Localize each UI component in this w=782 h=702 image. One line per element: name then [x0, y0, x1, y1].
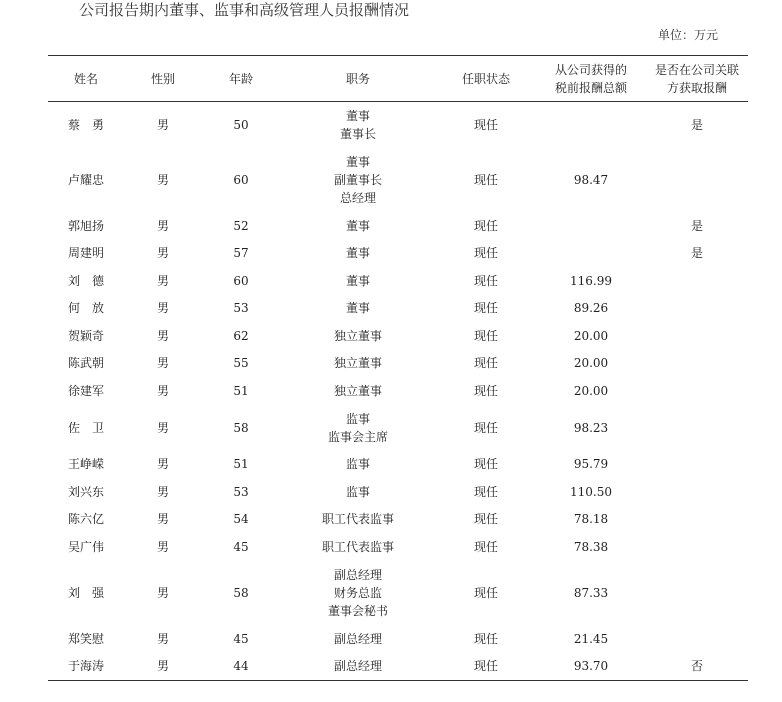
age-cell: 54	[233, 512, 249, 527]
gender-cell: 男	[156, 328, 169, 343]
gender-cell: 男	[156, 356, 169, 371]
related-pay-cell	[646, 405, 748, 451]
position-line: 财务总监	[333, 585, 382, 600]
table-row	[48, 377, 748, 405]
name-cell: 陈武朝	[67, 356, 104, 371]
related-pay-cell	[646, 533, 748, 561]
age-cell: 52	[233, 218, 249, 233]
position-line: 总经理	[339, 190, 376, 205]
age-cell: 60	[233, 273, 249, 288]
status-cell: 现任	[473, 301, 498, 316]
age-cell: 58	[233, 585, 249, 600]
position-line: 副董事长	[333, 172, 382, 187]
name-cell: 郭旭扬	[67, 218, 104, 233]
pay-cell: 98.47	[573, 172, 609, 187]
age-cell: 62	[233, 328, 249, 343]
position-cell	[280, 533, 436, 561]
related-pay-cell	[646, 322, 748, 350]
pay-column-header	[536, 56, 646, 102]
age-cell: 53	[233, 301, 249, 316]
gender-cell: 男	[124, 653, 202, 681]
pay-cell: 95.79	[573, 457, 609, 472]
position-line: 独立董事	[333, 356, 382, 371]
name-cell: 蔡 勇	[67, 117, 104, 132]
name-cell: 刘兴东	[67, 484, 104, 499]
gender-cell: 男	[156, 117, 169, 132]
status-cell: 现任	[473, 457, 498, 472]
status-cell: 现任	[436, 653, 536, 681]
status-column-header	[436, 56, 536, 102]
table-row	[48, 478, 748, 506]
status-cell: 现任	[473, 246, 498, 261]
related-pay-cell: 是	[690, 246, 703, 261]
position-line: 副总经理	[333, 567, 382, 582]
table-row	[48, 102, 748, 148]
pay-cell: 20.00	[573, 328, 609, 343]
header-line: 税前报酬总额	[554, 80, 627, 95]
gender-cell: 男	[156, 539, 169, 554]
table-header	[48, 56, 748, 102]
position-cell	[280, 148, 436, 213]
related-pay-cell: 是	[690, 218, 703, 233]
table-row	[48, 212, 748, 240]
pay-cell: 78.38	[573, 539, 609, 554]
compensation-table	[48, 55, 748, 681]
age-cell: 45	[233, 539, 249, 554]
name-cell: 于海涛	[48, 653, 124, 681]
header-line: 从公司获得的	[554, 62, 627, 77]
gender-cell: 男	[156, 420, 169, 435]
gender-cell: 男	[156, 484, 169, 499]
name-cell: 佐 卫	[67, 420, 104, 435]
position-line: 职工代表监事	[321, 512, 394, 527]
pay-cell: 20.00	[573, 383, 609, 398]
position-cell	[280, 322, 436, 350]
pay-cell: 21.45	[573, 631, 609, 646]
header-line: 是否在公司关联	[654, 62, 739, 77]
pay-cell: 116.99	[570, 273, 612, 288]
pay-cell	[536, 240, 646, 268]
gender-cell: 男	[156, 585, 169, 600]
position-line: 独立董事	[333, 328, 382, 343]
position-line: 董事	[345, 273, 370, 288]
position-cell	[280, 295, 436, 323]
position-line: 董事	[345, 154, 370, 169]
position-line: 监事	[345, 484, 370, 499]
position-cell	[280, 506, 436, 534]
position-line: 监事	[345, 457, 370, 472]
header-line: 姓名	[73, 71, 98, 86]
name-cell: 刘 强	[67, 585, 104, 600]
related-pay-cell	[646, 267, 748, 295]
pay-cell: 89.26	[573, 301, 609, 316]
position-cell	[280, 451, 436, 479]
gender-cell: 男	[156, 246, 169, 261]
position-line: 独立董事	[333, 383, 382, 398]
position-cell	[280, 625, 436, 653]
gender-cell: 男	[156, 383, 169, 398]
table-row	[48, 506, 748, 534]
gender-cell: 男	[156, 301, 169, 316]
position-cell	[280, 478, 436, 506]
table-row	[48, 405, 748, 451]
related-pay-cell	[646, 148, 748, 213]
position-cell	[280, 212, 436, 240]
age-cell: 53	[233, 484, 249, 499]
status-cell: 现任	[473, 512, 498, 527]
pay-cell: 98.23	[573, 420, 609, 435]
related-pay-cell	[646, 625, 748, 653]
name-cell: 贺颖奇	[67, 328, 104, 343]
name-cell: 卢耀忠	[67, 172, 104, 187]
gender-cell: 男	[156, 218, 169, 233]
table-row	[48, 533, 748, 561]
position-cell	[280, 377, 436, 405]
pay-cell	[536, 102, 646, 148]
status-cell: 现任	[473, 631, 498, 646]
related-pay-cell	[646, 478, 748, 506]
gender-cell: 男	[156, 631, 169, 646]
pay-cell: 93.70	[536, 653, 646, 681]
related-pay-cell: 否	[646, 653, 748, 681]
table-row	[48, 295, 748, 323]
table-row	[48, 350, 748, 378]
related-pay-cell	[646, 506, 748, 534]
related-pay-cell	[646, 561, 748, 626]
table-row	[48, 267, 748, 295]
status-cell: 现任	[473, 328, 498, 343]
table-body	[48, 102, 748, 681]
position-line: 董事	[345, 301, 370, 316]
gender-cell: 男	[156, 512, 169, 527]
table-row	[48, 653, 748, 681]
age-cell: 57	[233, 246, 249, 261]
position-cell	[280, 267, 436, 295]
table-row	[48, 561, 748, 626]
header-line: 任职状态	[461, 71, 510, 86]
gender-column-header	[124, 56, 202, 102]
related-pay-cell	[646, 295, 748, 323]
related-pay-column-header	[646, 56, 748, 102]
related-pay-cell: 是	[690, 117, 703, 132]
unit-label: 单位：万元	[657, 28, 718, 42]
name-cell: 吴广伟	[67, 539, 104, 554]
header-row	[48, 56, 748, 102]
status-cell: 现任	[473, 383, 498, 398]
age-column-header	[202, 56, 280, 102]
position-cell	[280, 405, 436, 451]
age-cell: 51	[233, 457, 249, 472]
position-cell	[280, 653, 436, 681]
status-cell: 现任	[473, 273, 498, 288]
position-cell	[280, 561, 436, 626]
age-cell: 58	[233, 420, 249, 435]
header-line: 性别	[150, 71, 175, 86]
header-line: 职务	[345, 71, 370, 86]
pay-cell: 87.33	[573, 585, 609, 600]
pay-cell	[536, 212, 646, 240]
status-cell: 现任	[473, 420, 498, 435]
name-column-header	[48, 56, 124, 102]
name-cell: 周建明	[67, 246, 104, 261]
table-row	[48, 322, 748, 350]
age-cell: 45	[233, 631, 249, 646]
position-line: 副总经理	[333, 631, 382, 646]
related-pay-cell	[646, 377, 748, 405]
position-cell	[280, 240, 436, 268]
gender-cell: 男	[156, 457, 169, 472]
status-cell: 现任	[473, 539, 498, 554]
position-line: 副总经理	[333, 659, 382, 673]
position-line: 职工代表监事	[321, 539, 394, 554]
age-cell: 50	[233, 117, 249, 132]
position-line: 董事会秘书	[327, 603, 388, 618]
position-line: 监事会主席	[327, 429, 388, 444]
status-cell: 现任	[473, 172, 498, 187]
status-cell: 现任	[473, 218, 498, 233]
age-cell: 51	[233, 383, 249, 398]
header-line: 年龄	[228, 71, 253, 86]
age-cell: 60	[233, 172, 249, 187]
position-line: 监事	[345, 411, 370, 426]
name-cell: 王峥嵘	[67, 457, 104, 472]
pay-cell: 20.00	[573, 356, 609, 371]
age-cell: 44	[202, 653, 280, 681]
related-pay-cell	[646, 451, 748, 479]
header-line: 方获取报酬	[666, 80, 727, 95]
status-cell: 现任	[473, 484, 498, 499]
pay-cell: 78.18	[573, 512, 609, 527]
name-cell: 徐建军	[67, 383, 104, 398]
position-line: 董事长	[339, 126, 376, 141]
gender-cell: 男	[156, 273, 169, 288]
table-row	[48, 451, 748, 479]
position-cell	[280, 102, 436, 148]
status-cell: 现任	[473, 356, 498, 371]
document-title: 公司报告期内董事、监事和高级管理人员报酬情况	[79, 1, 410, 19]
position-line: 董事	[345, 218, 370, 233]
position-line: 董事	[345, 246, 370, 261]
name-cell: 陈六亿	[67, 512, 104, 527]
name-cell: 郑笑慰	[67, 631, 104, 646]
position-line: 董事	[345, 108, 370, 123]
age-cell: 55	[233, 356, 249, 371]
gender-cell: 男	[156, 172, 169, 187]
position-column-header	[280, 56, 436, 102]
name-cell: 何 放	[67, 301, 104, 316]
table-row	[48, 240, 748, 268]
status-cell: 现任	[473, 585, 498, 600]
table-row	[48, 148, 748, 213]
position-cell	[280, 350, 436, 378]
pay-cell: 110.50	[570, 484, 612, 499]
related-pay-cell	[646, 350, 748, 378]
table-row	[48, 625, 748, 653]
name-cell: 刘 德	[67, 273, 104, 288]
status-cell: 现任	[473, 117, 498, 132]
